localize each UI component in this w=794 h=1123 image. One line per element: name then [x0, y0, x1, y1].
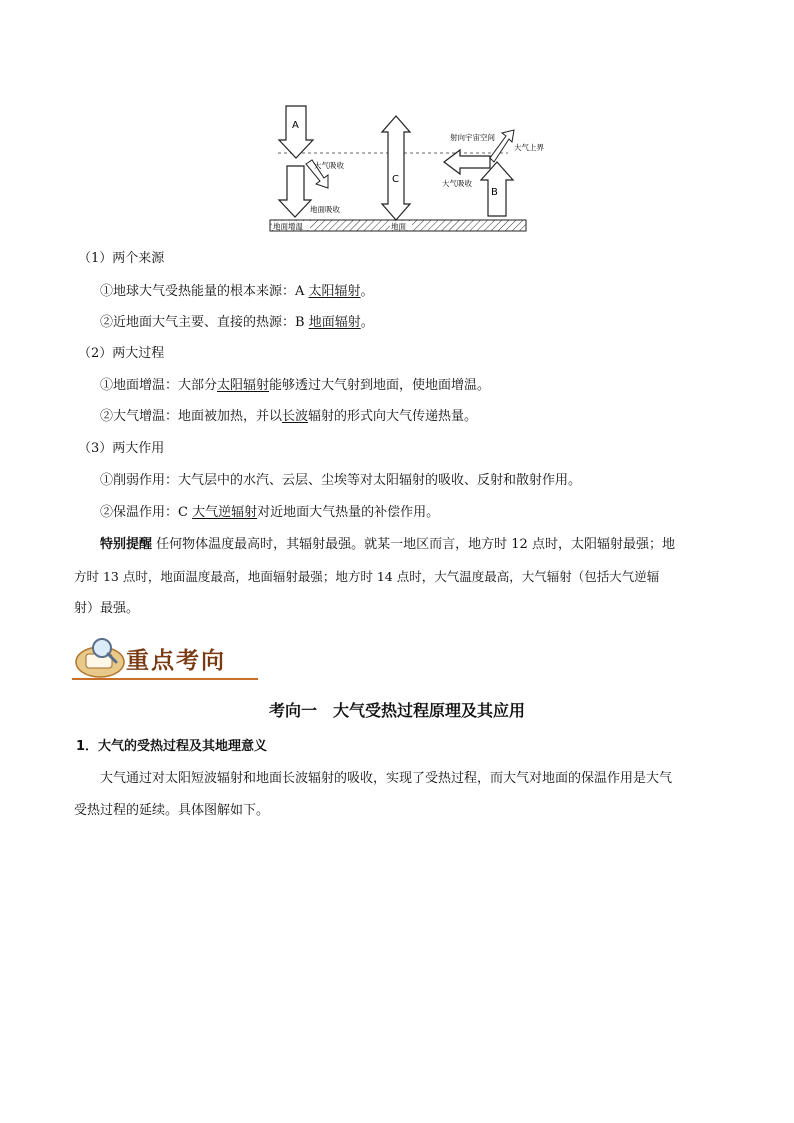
label-ground-warming: 地面增温	[273, 222, 303, 231]
label-ground-absorb: 地面吸收	[310, 205, 340, 214]
label-c: C	[392, 174, 399, 185]
heading-two-processes: （2）两大过程	[78, 346, 165, 361]
heading-two-effects: （3）两大作用	[78, 441, 165, 456]
effect-line-2-end: 对近地面大气热量的补偿作用。	[257, 505, 440, 520]
process-line-2-text: ②大气增温：地面被加热，并以	[100, 409, 283, 424]
effect-line-2	[100, 504, 439, 522]
process-line-2-underlined: 长波	[282, 409, 309, 424]
section-paragraph-line-2: 受热过程的延续。具体图解如下。	[74, 803, 270, 818]
label-b: B	[491, 187, 498, 198]
process-line-1	[100, 377, 490, 395]
banner-underline	[72, 678, 258, 680]
sub-heading-1: 1．大气的受热过程及其地理意义	[76, 739, 268, 754]
tip-line-2: 方时 13 点时，地面温度最高，地面辐射最强；地方时 14 点时，大气温度最高，大气辐射（包括大气逆辐	[74, 569, 660, 584]
arrow-c-counter-radiation	[382, 116, 410, 220]
source-line-2-underlined: 地面辐射	[308, 315, 361, 330]
section-paragraph-line-1: 大气通过对太阳短波辐射和地面长波辐射的吸收，实现了受热过程，而大气对地面的保温作用是大气	[100, 771, 673, 786]
label-atmosphere-absorb-right: 大气吸收	[442, 179, 472, 188]
tip-label: 特别提醒	[100, 537, 153, 552]
banner-title: 重点考向	[126, 648, 226, 674]
source-line-1-text: ①地球大气受热能量的根本来源：A	[100, 284, 309, 299]
tip-line-1	[100, 536, 675, 554]
label-atmosphere-absorb-left: 大气吸收	[314, 161, 344, 170]
label-ground: 地面	[391, 222, 406, 231]
effect-line-1: ①削弱作用：大气层中的水汽、云层、尘埃等对太阳辐射的吸收、反射和散射作用。	[100, 473, 582, 488]
label-space-emission: 射向宇宙空间	[450, 133, 495, 142]
source-line-1-end: 。	[360, 284, 374, 299]
source-line-2-end: 。	[360, 315, 374, 330]
arrow-a-solar-radiation	[279, 106, 313, 158]
label-a: A	[292, 120, 299, 131]
arrow-to-ground	[279, 166, 311, 217]
source-line-1-underlined: 太阳辐射	[308, 284, 361, 299]
heading-two-sources: （1）两个来源	[78, 251, 165, 266]
source-line-2	[100, 314, 374, 332]
process-line-2-end: 辐射的形式向大气传递热量。	[308, 409, 478, 424]
tip-line-1-text: 任何物体温度最高时，其辐射最强。就某一地区而言，地方时 12 点时，太阳辐射最强；地	[156, 537, 675, 552]
effect-line-2-underlined: 大气逆辐射	[192, 505, 258, 520]
process-line-1-text: ①地面增温：大部分	[100, 378, 218, 393]
process-line-1-underlined: 太阳辐射	[217, 378, 270, 393]
section-title: 考向一 大气受热过程原理及其应用	[268, 701, 525, 720]
process-line-1-end: 能够透过大气射到地面，使地面增温。	[269, 378, 491, 393]
tip-line-3: 射）最强。	[74, 601, 140, 616]
process-line-2	[100, 408, 477, 426]
arrow-atmosphere-absorb-right	[444, 150, 490, 174]
diagram-svg	[268, 100, 544, 234]
atmosphere-heating-diagram	[268, 100, 544, 234]
effect-line-2-text: ②保温作用：C	[100, 505, 193, 520]
source-line-1	[100, 283, 374, 301]
source-line-2-text: ②近地面大气主要、直接的热源：B	[100, 315, 309, 330]
label-atmosphere-top: 大气上界	[514, 143, 544, 152]
